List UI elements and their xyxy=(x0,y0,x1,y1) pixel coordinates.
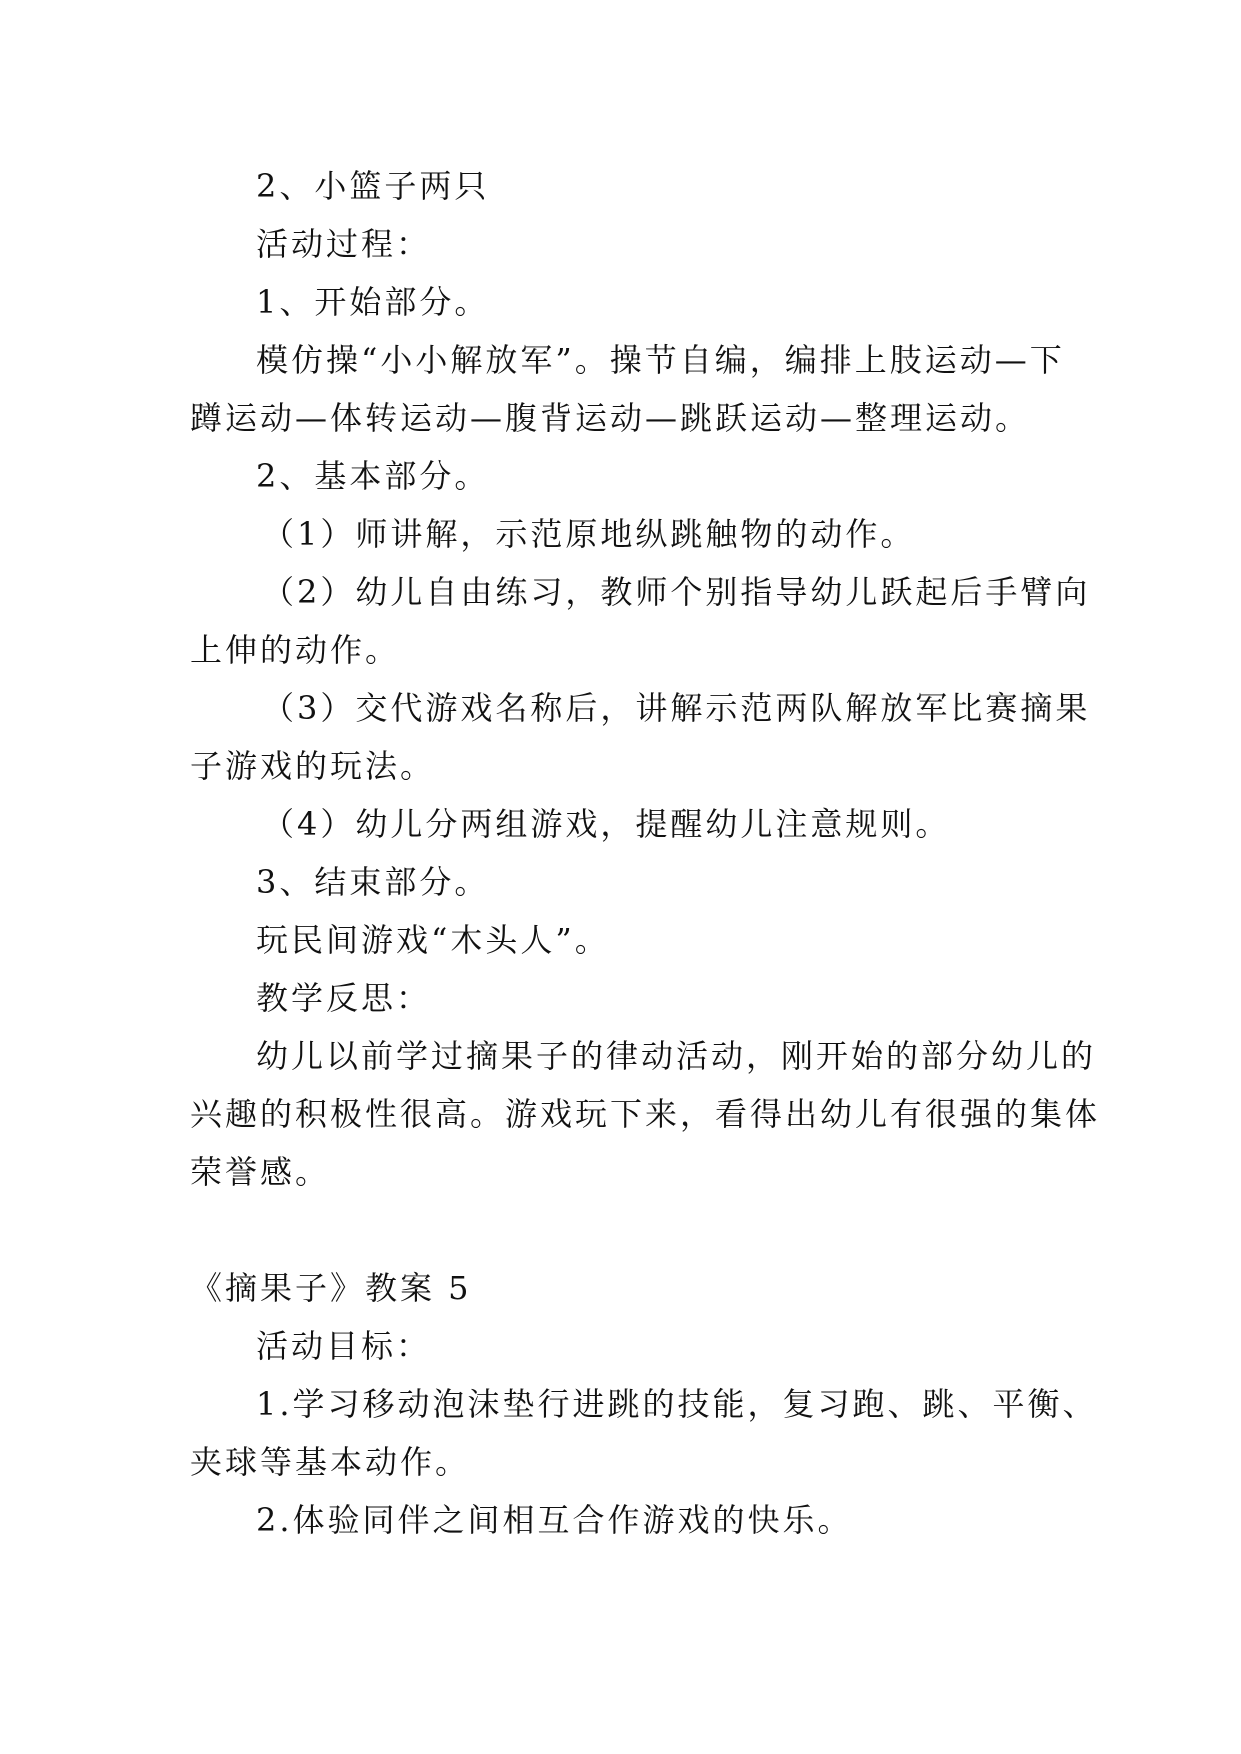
sub-step-4: （4）幼儿分两组游戏，提醒幼儿注意规则。 xyxy=(262,805,951,843)
section-heading-process: 活动过程： xyxy=(256,225,432,263)
material-item-2: 2、小篮子两只 xyxy=(256,167,490,205)
paragraph-line: 子游戏的玩法。 xyxy=(190,747,436,785)
sub-step-3: （3）交代游戏名称后，讲解示范两队解放军比赛摘果 xyxy=(262,689,1091,727)
step-1-heading: 1、开始部分。 xyxy=(256,283,490,321)
sub-step-1: （1）师讲解，示范原地纵跳触物的动作。 xyxy=(262,515,916,553)
paragraph-line: 玩民间游戏“木头人”。 xyxy=(256,921,610,959)
section-heading-goals: 活动目标： xyxy=(256,1327,432,1365)
goal-item-2: 2.体验同伴之间相互合作游戏的快乐。 xyxy=(256,1501,853,1539)
step-2-heading: 2、基本部分。 xyxy=(256,457,490,495)
section-heading-reflection: 教学反思： xyxy=(256,979,432,1017)
paragraph-line: 上伸的动作。 xyxy=(190,631,401,669)
paragraph-line: 兴趣的积极性很高。游戏玩下来，看得出幼儿有很强的集体 xyxy=(190,1095,1101,1133)
paragraph-line: 荣誉感。 xyxy=(190,1153,331,1191)
paragraph-line: 幼儿以前学过摘果子的律动活动，刚开始的部分幼儿的 xyxy=(256,1037,1097,1075)
paragraph-line: 夹球等基本动作。 xyxy=(190,1443,471,1481)
paragraph-line: 模仿操“小小解放军”。操节自编，编排上肢运动—下 xyxy=(256,341,1065,379)
sub-step-2: （2）幼儿自由练习，教师个别指导幼儿跃起后手臂向 xyxy=(262,573,1091,611)
goal-item-1: 1.学习移动泡沫垫行进跳的技能，复习跑、跳、平衡、 xyxy=(256,1385,1098,1423)
paragraph-line: 蹲运动—体转运动—腹背运动—跳跃运动—整理运动。 xyxy=(190,399,1031,437)
step-3-heading: 3、结束部分。 xyxy=(256,863,490,901)
lesson-plan-title: 《摘果子》教案 5 xyxy=(190,1269,472,1307)
